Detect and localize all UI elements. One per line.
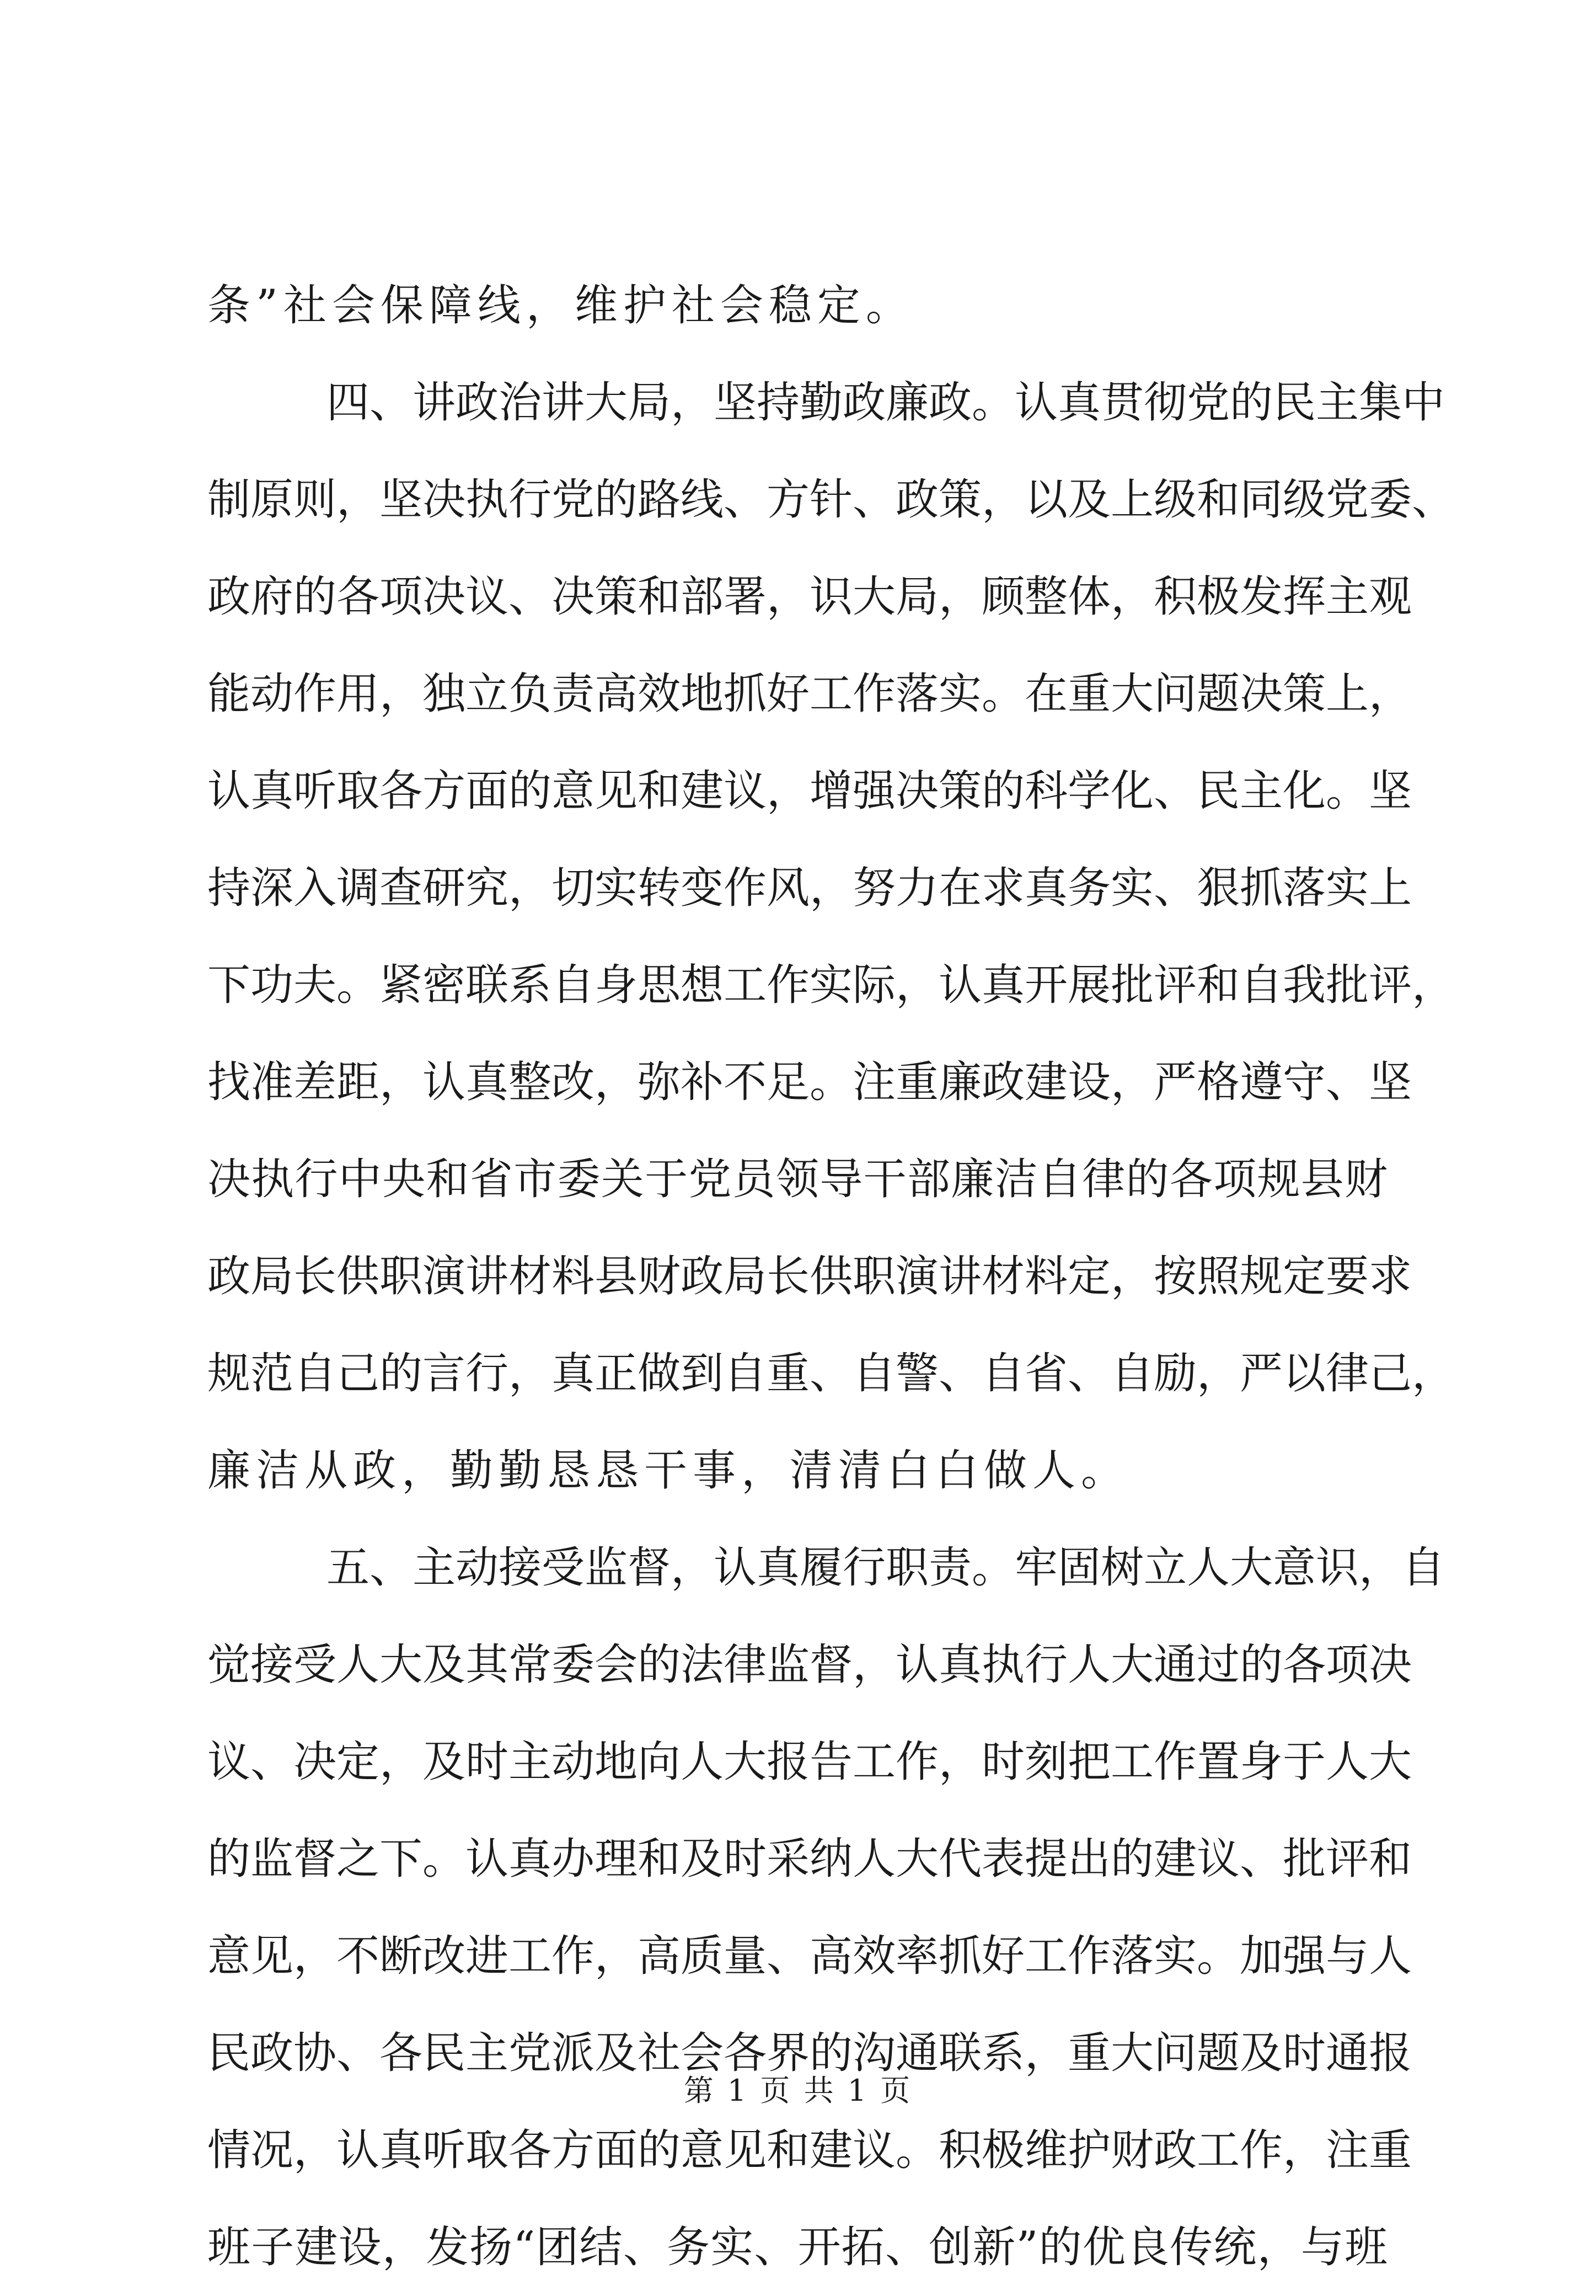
text-line: 情况，认真听取各方面的意见和建议。积极维护财政工作，注重 bbox=[207, 2126, 1412, 2175]
text-line: 认真听取各方面的意见和建议，增强决策的科学化、民主化。坚 bbox=[207, 766, 1412, 816]
text-line: 班子建设，发扬“团结、务实、开拓、创新”的优良传统，与班 bbox=[207, 2223, 1388, 2272]
text-line: 制原则，坚决执行党的路线、方针、政策，以及上级和同级党委、 bbox=[207, 475, 1455, 525]
text-line: 觉接受人大及其常委会的法律监督，认真执行人大通过的各项决 bbox=[207, 1640, 1412, 1690]
text-line: 意见，不断改进工作，高质量、高效率抓好工作落实。加强与人 bbox=[207, 1931, 1412, 1981]
text-line: 决执行中央和省市委关于党员领导干部廉洁自律的各项规县财 bbox=[207, 1155, 1388, 1204]
text-line: 五、主动接受监督，认真履行职责。牢固树立人大意识，自 bbox=[326, 1543, 1445, 1593]
text-line: 民政协、各民主党派及社会各界的沟通联系，重大问题及时通报 bbox=[207, 2028, 1412, 2078]
text-line: 廉洁从政，勤勤恳恳干事，清清白白做人。 bbox=[207, 1446, 1130, 1496]
text-line: 持深入调查研究，切实转变作风，努力在求真务实、狠抓落实上 bbox=[207, 863, 1412, 913]
text-line: 四、讲政治讲大局，坚持勤政廉政。认真贯彻党的民主集中 bbox=[326, 378, 1445, 428]
text-line: 的监督之下。认真办理和及时采纳人大代表提出的建议、批评和 bbox=[207, 1834, 1412, 1884]
body-text bbox=[207, 257, 1455, 2296]
text-line: 议、决定，及时主动地向人大报告工作，时刻把工作置身于人大 bbox=[207, 1737, 1412, 1787]
text-line: 能动作用，独立负责高效地抓好工作落实。在重大问题决策上， bbox=[207, 669, 1412, 719]
text-line: 条”社会保障线，维护社会稳定。 bbox=[207, 281, 914, 330]
text-line: 找准差距，认真整改，弥补不足。注重廉政建设，严格遵守、坚 bbox=[207, 1058, 1412, 1107]
text-line: 规范自己的言行，真正做到自重、自警、自省、自励，严以律己， bbox=[207, 1349, 1455, 1398]
text-line: 政府的各项决议、决策和部署，识大局，顾整体，积极发挥主观 bbox=[207, 572, 1412, 622]
text-line: 政局长供职演讲材料县财政局长供职演讲材料定，按照规定要求 bbox=[207, 1252, 1412, 1301]
text-line: 下功夫。紧密联系自身思想工作实际，认真开展批评和自我批评， bbox=[207, 960, 1455, 1010]
page-number-footer: 第 1 页 共 1 页 bbox=[683, 2073, 913, 2108]
